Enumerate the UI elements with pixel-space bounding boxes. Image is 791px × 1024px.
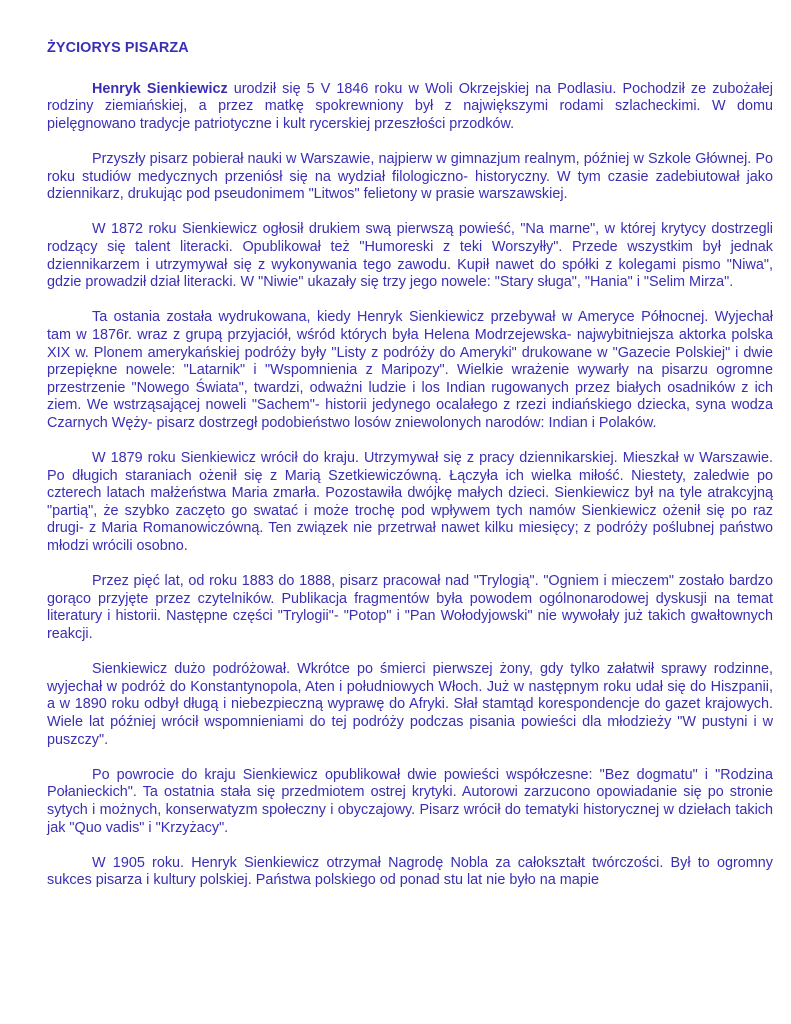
paragraph-text: urodził się 5 V 1846 roku w Woli Okrzejskiej na Podlasiu. Pochodził ze zubożałej rodziny ziemiańskiej, a przez matkę spokrewniony był z największymi rodami szlacheckimi. W domu pielęgnowano tradycje patriotyczne i kult rycerskiej przeszłości przodków. [47,80,773,132]
paragraph-5 [47,450,773,556]
document-title: ŻYCIORYS PISARZA [47,40,189,56]
paragraph-text: Przyszły pisarz pobierał nauki w Warszawie, najpierw w gimnazjum realnym, później w Szkole Głównej. Po roku studiów medycznych przeniósł się na wydział filologiczno- historyczny. W tym czasie zadebiutował jako dziennikarz, drukując pod pseudonimem "Litwos" felietony w prasie warszawskiej. [47,150,773,203]
paragraph-1 [47,81,773,134]
paragraph-9 [47,855,773,890]
paragraph-2 [47,151,773,204]
paragraph-text: W 1872 roku Sienkiewicz ogłosił drukiem swą pierwszą powieść, "Na marne", w której krytycy dostrzegli rodzący się talent literacki. Opublikował też "Humoreski z teki Worszyłły". Przede wszystkim był jednak dziennikarzem i utrzymywał się z wykonywania tego zawodu. Kupił nawet do spółki z kolegami pismo "Niwa", gdzie prowadził dział literacki. W "Niwie" ukazały się trzy jego nowele: "Stary sługa", "Hania" i "Selim Mirza". [47,221,773,291]
paragraph-4 [47,309,773,432]
paragraph-text: W 1905 roku. Henryk Sienkiewicz otrzymał Nagrodę Nobla za całokształt twórczości. Był to ogromny sukces pisarza i kultury polskiej. Państwa polskiego od ponad stu lat nie było na mapie [47,854,773,889]
paragraph-text: Po powrocie do kraju Sienkiewicz opublikował dwie powieści współczesne: "Bez dogmatu" i "Rodzina Połanieckich". Ta ostatnia stała się przedmiotem ostrej krytyki. Autorowi zarzucono opowiadanie się po stronie sytych i możnych, konserwatyzm społeczny i obyczajowy. Pisarz wrócił do tematyki historycznej w dziełach takich jak "Quo vadis" i "Krzyżacy". [47,766,773,836]
paragraph-6 [47,573,773,643]
paragraph-text: Sienkiewicz dużo podróżował. Wkrótce po śmierci pierwszej żony, gdy tylko załatwił sprawy rodzinne, wyjechał w podróż do Konstantynopola, Aten i południowych Włoch. Już w następnym roku udał się do Hiszpanii, a w 1890 roku odbył długą i niebezpieczną wyprawę do Afryki. Słał stamtąd korespondencje do gazet krajowych. Wiele lat później wrócił wspomnieniami do tej podróży podczas pisania powieści dla młodzieży "W pustyni i w puszczy". [47,661,773,748]
paragraph-text: Przez pięć lat, od roku 1883 do 1888, pisarz pracował nad "Trylogią". "Ogniem i mieczem" zostało bardzo gorąco przyjęte przez czytelników. Publikacja fragmentów była powodem ogólnonarodowej dyskusji na temat literatury i historii. Następne części "Trylogii"- "Potop" i "Pan Wołodyjowski" nie wywołały już takich gwałtownych reakcji. [47,573,773,642]
paragraph-7 [47,661,773,749]
document-page [47,40,773,908]
paragraph-8 [47,767,773,837]
paragraph-text: W 1879 roku Sienkiewicz wrócił do kraju. Utrzymywał się z pracy dziennikarskiej. Mieszkał w Warszawie. Po długich staraniach ożenił się z Marią Szetkiewiczówną. Łączyła ich wielka miłość. Niestety, zaledwie po czterech latach małżeństwa Maria zmarła. Pozostawiła dwójkę małych dzieci. Sienkiewicz był na tyle atrakcyjną "partią", że szybko zaczęto go swatać i może trochę pod wpływem tych namów Sienkiewicz ożenił się po raz drugi- z Maria Romanowiczówną. Ten związek nie przetrwał nawet kilku miesięcy; z podróży poślubnej państwo młodzi wrócili osobno. [47,450,773,555]
paragraph-text: Ta ostania została wydrukowana, kiedy Henryk Sienkiewicz przebywał w Ameryce Północnej. Wyjechał tam w 1876r. wraz z grupą przyjaciół, wśród których była Helena Modrzejewska- najwybitniejsza aktorka polska XIX w. Plonem amerykańskiej podróży były "Listy z podróży do Ameryki" drukowane w "Gazecie Polskiej" i dwie przepiękne nowele: "Latarnik" i "Wspomnienia z Maripozy". Wielkie wrażenie wywarły na pisarzu ogromne przestrzenie "Nowego Świata", twardzi, odważni ludzie i los Indian rugowanych przez białych osadników z ich ziem. We wstrząsającej noweli "Sachem"- historii jedynego ocalałego z rzezi indiańskiego dziecka, syna wodza Czarnych Węży- pisarz dostrzegł podobieństwo losów zniewolonych narodów: Indian i Polaków. [47,309,773,431]
paragraph-3 [47,221,773,291]
paragraph-lead: Henryk Sienkiewicz [92,80,228,97]
